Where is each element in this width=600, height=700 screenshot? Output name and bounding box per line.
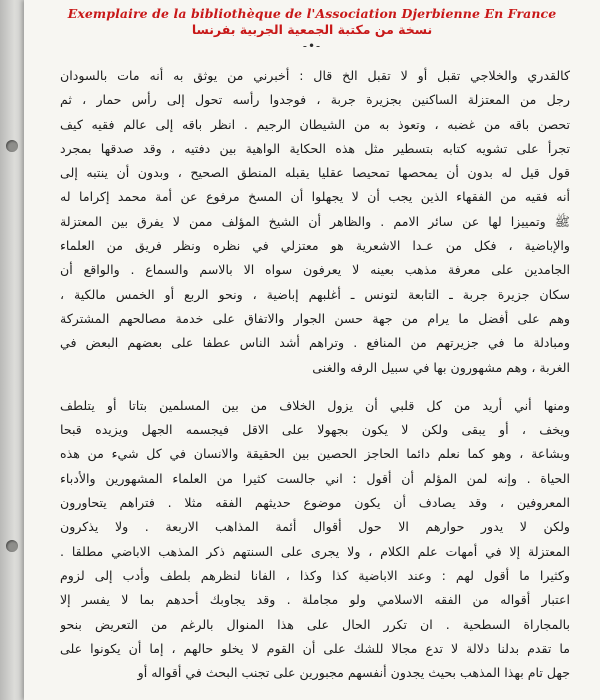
text-line: ويخف ، أو يبقى ولكن لا يكون بجهولا على الاقل فيجسمه الجهل ويزيده قبحا bbox=[60, 422, 570, 438]
text-line: جهل تام بهذا المذهب بحيث يجدون أنفسهم مجبورين على تجنب البحث في أقواله أو bbox=[137, 665, 570, 681]
document-page bbox=[24, 0, 600, 700]
text-line: وبشاعة ، وهو كما نعلم دائما الحاجز الحصين بين الحقيقة والانسان في كل شيء من هذه bbox=[60, 446, 570, 462]
text-line: ﷺ وتمييزا لها عن سائر الامم . والظاهر أن الشيخ المؤلف ممن لا يفرق بين المعتزلة bbox=[60, 213, 570, 229]
text-line: الغربة ، وهم مشهورون بها في سبيل الرفه والغنى bbox=[312, 359, 570, 375]
text-line: المعتزلة إلا في أمهات علم الكلام ، ولا يجرى على السنتهم ذكر المذهب الاباضي مطلقا . bbox=[60, 543, 570, 559]
text-line: ما تقدم بدلنا دلالة لا تدع مجالا للشك على أن القوم لا يخلو حالهم ، إما أن يكونوا على bbox=[60, 640, 570, 656]
text-line: وكثيرا ما أقول لهم : وعند الاباضية كذا وكذا ، الفانا لنظرهم بلطف وأدب إلى لزوم bbox=[60, 567, 570, 583]
punch-hole bbox=[6, 540, 18, 552]
punch-hole bbox=[6, 140, 18, 152]
text-line: الحياة . وإنه لمن المؤلم أن أقول : اني جالست كثيرا من العلماء المشهورين والأدباء bbox=[60, 470, 570, 486]
text-line: الجامدين على معرفة مذهب بعينه لا يعرفون سواه الا بالاسم والسماع . والواقع أن bbox=[60, 262, 570, 278]
library-stamp-header bbox=[24, 6, 600, 52]
text-line: اعتبار أقواله من الفقه الاسلامي ولو مجاملة . وقد يجاوبك أحدهم بما لا يفسر إلا bbox=[60, 592, 570, 608]
text-line: سكان جزيرة جربة ـ التابعة لتونس ـ أغلبهم إباضية ، ونحو الربع أو الخمس مالكية ، bbox=[60, 286, 570, 302]
text-line: ومبادلة ما في جزيرتهم من المنافع . وتراهم أشد الناس عطفا على بعضهم البعض في bbox=[60, 335, 570, 351]
paragraph-2 bbox=[60, 394, 570, 686]
text-line: تحصن باقه من غضبه ، وتعوذ به من الشيطان الرجيم . انظر باقه إلى عالم فقيه كيف bbox=[60, 116, 570, 132]
text-line: قول قيل له بدون أن يمحصها تمحيصا عقليا يقبله المنطق الصحيح ، وبدون أن ينتبه إلى bbox=[60, 165, 570, 181]
text-line: بالمجاراة السطحية . ان تكرر الحال على هذا المنوال بالرغم من التعريض بنحو bbox=[60, 616, 570, 632]
text-line: كالقدري والخلاجي تقبل أو لا تقبل الخ قال : أخبرني من يوثق به أنه مات بالسودان bbox=[60, 68, 570, 83]
body-text bbox=[60, 64, 570, 685]
page-ornament: -•- bbox=[302, 39, 322, 53]
text-line: ولكن لا يدور حوارهم الا حول أقوال أئمة المذاهب الاربعة . ولا يذكرون bbox=[60, 519, 570, 535]
arabic-stamp-line: نسخة من مكتبة الجمعية الجربية بفرنسا bbox=[191, 22, 433, 37]
text-line: المعروفين ، وقد يصادف أن يكون موضوع حديثهم الفقه مثلا . فتراهم يتحاورون bbox=[60, 495, 570, 511]
text-line: تجرأ على تشويه كتابه بتسطير مثل هذه الحكاية الواهية بين دفتيه ، وقد صدقها بمجرد bbox=[60, 140, 570, 156]
text-line: ومنها أني أريد من كل قلبي أن يزول الخلاف من بين المسلمين بتاتا أو يتلطف bbox=[60, 397, 570, 413]
paragraph-1 bbox=[60, 64, 570, 380]
binder-strip bbox=[0, 0, 24, 700]
french-stamp-line: Exemplaire de la bibliothèque de l'Association Djerbienne En France bbox=[67, 6, 557, 21]
text-line: والإباضية ، فكل من عـدا الاشعرية هو معتزلي في نظره ونظر فريق من العلماء bbox=[60, 238, 570, 254]
text-line: وهم على أفضل ما يرام من جهة حسن الجوار والاتفاق على خدمة مصالحهم المشتركة bbox=[60, 310, 570, 326]
text-line: أنه فقيه من الفقهاء الذين يجب أن لا يجهلوا أن المسخ مرفوع عن أمة محمد إكراما له bbox=[60, 189, 570, 205]
text-line: رجل من المعتزلة الساكنين بجزيرة جربة ، فوجدوا رأسه تحول إلى رأس حمار ، ثم bbox=[60, 92, 570, 108]
